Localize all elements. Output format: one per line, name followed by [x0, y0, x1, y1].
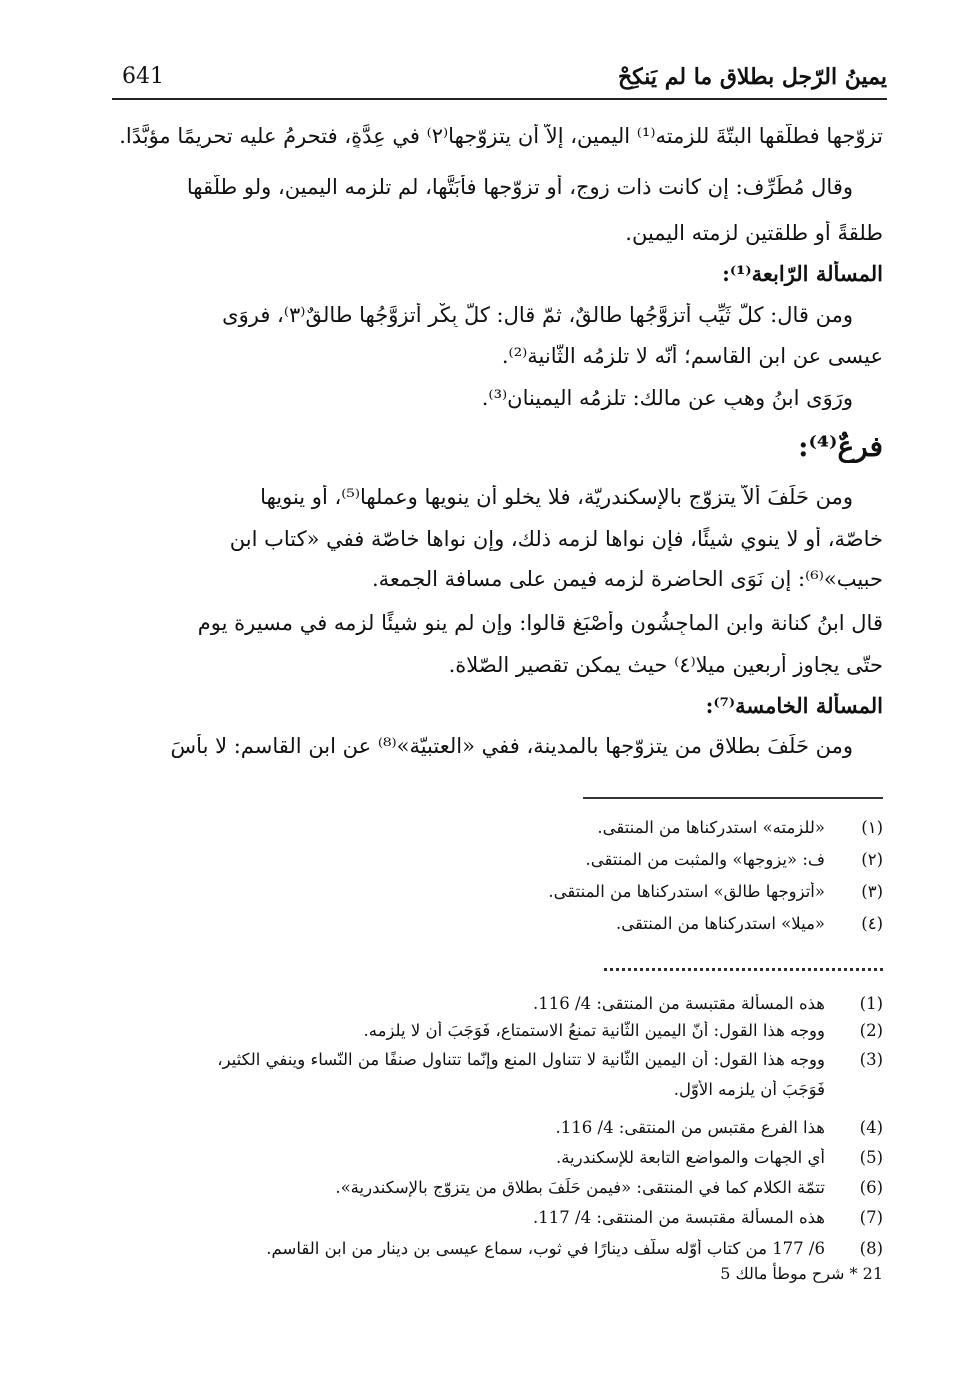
- footnote-text: 6/ 177 من كتاب أوّله سلّف دينارًا في ثوب، سماع عيسى بن دينار من ابن القاسم.: [266, 1239, 825, 1258]
- text-line: طلقةً أو طلقتين لزمته اليمين.: [625, 221, 883, 245]
- footnote-number: (5): [859, 1148, 883, 1167]
- footnote-item: [112, 1148, 883, 1167]
- note-text: «أتزوجها طالق» استدركناها من المنتقى.: [548, 882, 825, 901]
- text-line: خاصّة، أو لا ينوي شيئًا، فإن نواها لزمه ذلك، وإن نواها خاصّة ففي «كتاب ابن: [229, 527, 883, 551]
- text-line: ومن حَلَفَ ألاّ يتزوّج بالإسكندريّة، فلا يخلو أن ينويها وعملها⁽⁵⁾، أو ينويها: [260, 485, 853, 509]
- dotted-separator: [604, 968, 883, 971]
- text-line: عيسى عنِ ابنِ القاسمِ؛ أنّه لا تلزمُه الثّانية⁽²⁾.: [501, 344, 883, 368]
- section-heading: فرعٌ⁽⁴⁾:: [798, 430, 883, 463]
- footnote-text: تتمّة الكلام كما في المنتقى: «فيمن حَلَفَ بطلاق من يتزوّج بالإسكندرية».: [335, 1178, 825, 1197]
- note-text: «ميلا» استدركناها من المنتقى.: [615, 914, 825, 933]
- printer-signature: 21 * شرح موطأ مالك 5: [720, 1264, 883, 1283]
- footnote-text: فَوَجَبَ أن يلزمه الأوّل.: [673, 1080, 825, 1099]
- text-line: ورَوَى ابنُ وهبٍ عن مالك: تلزمُه اليمينان⁽³⁾.: [481, 386, 853, 410]
- text-line: حتّى يجاوز أربعين ميلا⁽٤⁾ حيث يمكن تقصير الصّلاة.: [448, 653, 883, 677]
- footnote-number: (1): [859, 994, 883, 1013]
- footnote-text: ووجه هذا القول: أنّ اليمين الثّانية تمنعُ الاستمتاع، فَوَجَبَ أن لا يلزمه.: [363, 1021, 825, 1040]
- footnote-item: [112, 1208, 883, 1227]
- footnote-number: (3): [859, 1050, 883, 1069]
- footnote-number: (6): [859, 1178, 883, 1197]
- note-text: ف: «يزوجها» والمثبت من المنتقى.: [585, 850, 825, 869]
- header-rule: [112, 98, 887, 100]
- page-header: [112, 58, 887, 98]
- text-line: حبيب»⁽⁶⁾: إن نَوَى الحاضرة لزمه فيمن على مسافة الجمعة.: [371, 567, 883, 591]
- footnote-text: أي الجهات والمواضع التابعة للإسكندرية.: [555, 1148, 825, 1167]
- note-item: [112, 914, 883, 933]
- text-line: وقال مُطَرِّف: إن كانت ذات زوجٍ، أو تزوّجها فأَبَتَّها، لم تلزمه اليمين، ولو طلّقها: [186, 175, 853, 199]
- running-title: يمينُ الرّجل بطلاق ما لم يَنكِحْ: [617, 64, 887, 90]
- footnote-item: [112, 1080, 883, 1099]
- text-line: قال ابنُ كنانة وابن الماجِشُون وأَصْبَغ قالوا: وإن لم ينوِ شيئًا لزمه في مسيرة يومٍ: [197, 611, 883, 635]
- footnote-item: [112, 1118, 883, 1137]
- page-number: 641: [122, 64, 164, 89]
- section-heading: المسألة الخامسة⁽⁷⁾:: [705, 693, 883, 718]
- note-number: (٣): [861, 882, 883, 901]
- footnote-text: هذه المسألة مقتبسة من المنتقى: 4/ 116.: [533, 994, 825, 1013]
- footnote-number: (4): [859, 1118, 883, 1137]
- footnote-number: (7): [859, 1208, 883, 1227]
- footnote-item: [112, 1239, 883, 1258]
- note-number: (١): [861, 818, 883, 837]
- note-number: (٤): [861, 914, 883, 933]
- note-item: [112, 850, 883, 869]
- footnote-number: (2): [859, 1021, 883, 1040]
- footnote-rule: [583, 797, 883, 799]
- footnote-item: [112, 1178, 883, 1197]
- note-number: (٢): [861, 850, 883, 869]
- footnote-text: هذا الفرع مقتبس من المنتقى: 4/ 116.: [555, 1118, 825, 1137]
- text-line: ومن حَلَفَ بطلاقٍ من يتزوّجها بالمدينة، ففي «العتبيّة»⁽⁸⁾ عن ابنِ القاسم: لا بأسَ: [170, 734, 853, 758]
- note-item: [112, 818, 883, 837]
- text-line: ومن قال: كلُّ ثَيِّبٍ أتزوَّجُها طالقٌ، ثمّ قال: كلُّ بِكْرٍ أتزوَّجُها طالقٌ⁽٣⁾، فروَى: [222, 303, 853, 327]
- footnote-item: [112, 1021, 883, 1040]
- note-text: «للزمته» استدركناها من المنتقى.: [597, 818, 825, 837]
- footnote-item: [112, 1050, 883, 1069]
- note-item: [112, 882, 883, 901]
- footnote-item: [112, 994, 883, 1013]
- text-line: تزوّجها فطلّقها البتّةَ للزمته⁽¹⁾ اليمين، إلاّ أن يتزوّجها⁽٢⁾ في عِدَّةٍ، فتحرمُ عليه تحريمًا مؤبَّدًا.: [119, 124, 883, 148]
- section-heading: المسألة الرّابعة⁽¹⁾:: [722, 261, 883, 286]
- footnote-text: هذه المسألة مقتبسة من المنتقى: 4/ 117.: [533, 1208, 825, 1227]
- footnote-text: ووجه هذا القول: أن اليمين الثّانية لا تتناول المنع وإنّما تتناول صنفًا من النّساء وينفي الكثير،: [217, 1050, 825, 1069]
- footnote-number: (8): [859, 1239, 883, 1258]
